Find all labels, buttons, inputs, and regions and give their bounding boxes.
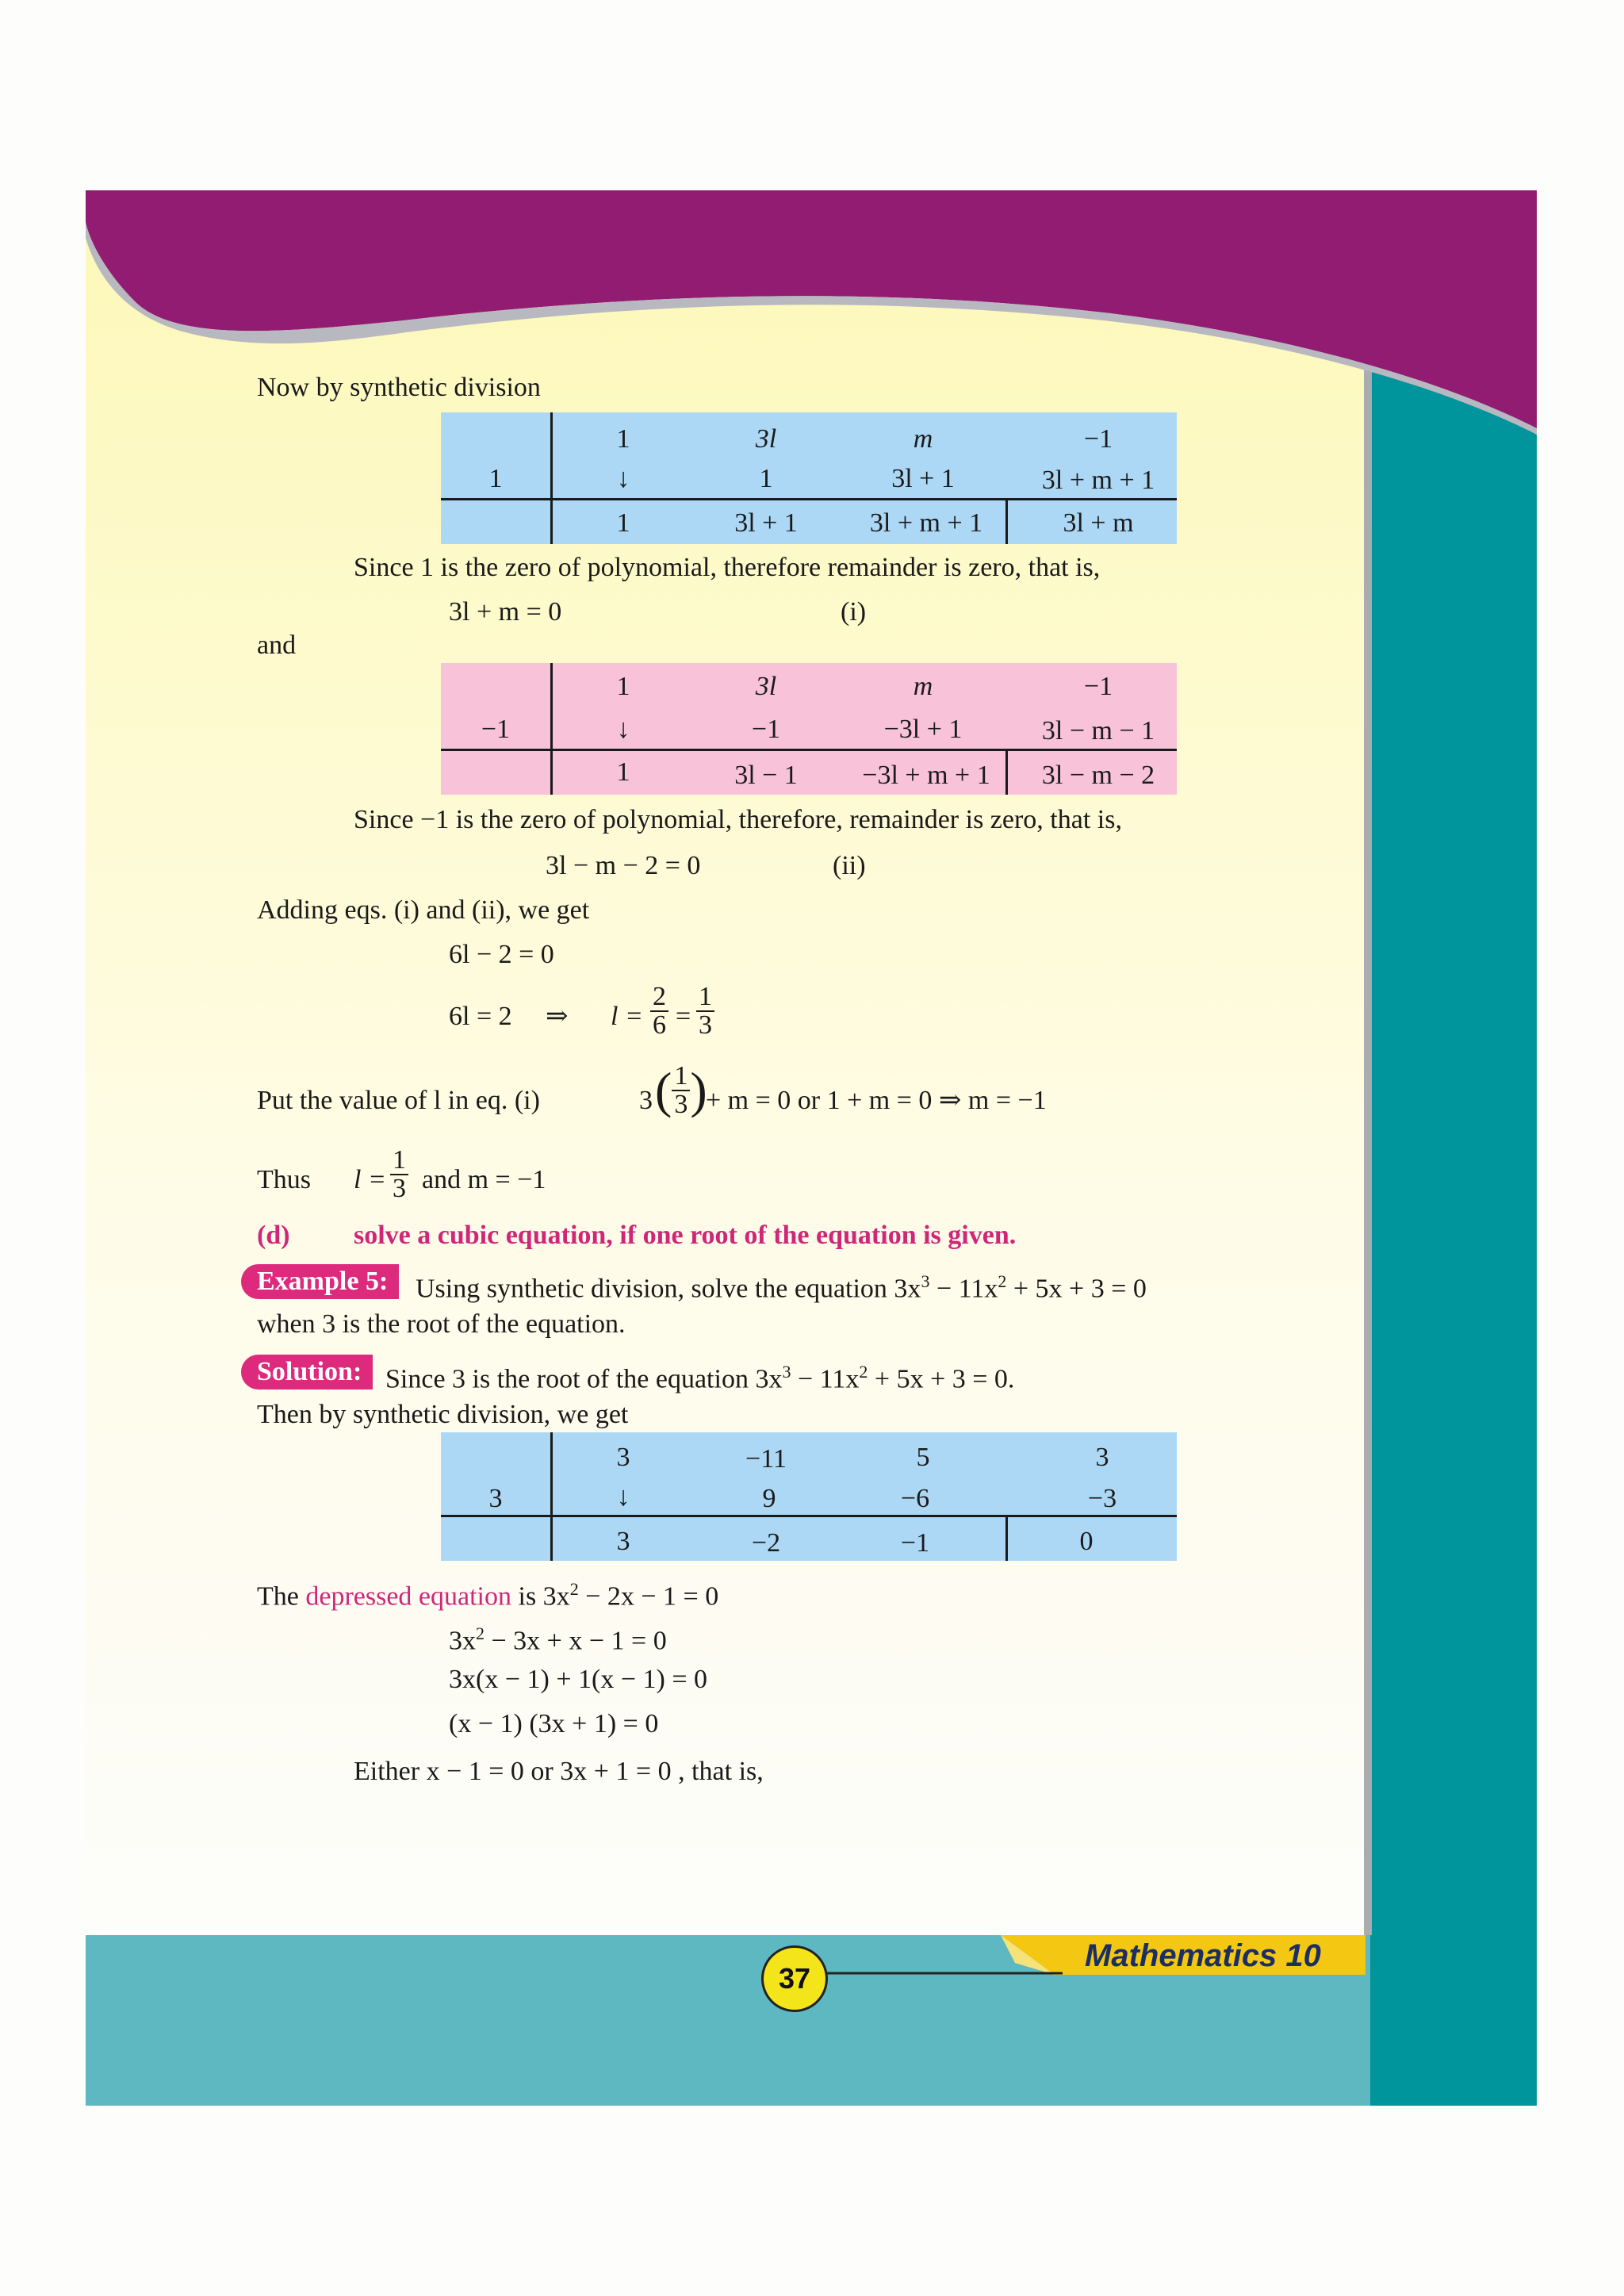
table1-r2c3: 3l + 1 — [891, 464, 955, 493]
example-text-c: + 5x + 3 = 0 — [1013, 1274, 1147, 1304]
table1-hline — [441, 498, 1177, 500]
table1-r2c2: 1 — [759, 464, 773, 493]
equation-2: 3l − m − 2 = 0 — [546, 851, 701, 880]
solution-label: Solution: — [241, 1355, 373, 1389]
equation-2-label: (ii) — [833, 851, 866, 880]
depressed-pre: The — [257, 1581, 299, 1612]
table1-r1c3: m — [913, 424, 933, 454]
table1-r1c1: 1 — [616, 424, 630, 454]
table3-vline — [550, 1432, 553, 1561]
step-2-equals: = — [676, 1002, 691, 1031]
table1-r3c3: 3l + m + 1 — [869, 508, 983, 538]
table2-r3c4: 3l − m − 2 — [1041, 761, 1155, 790]
table2-r3c1: 1 — [616, 757, 630, 787]
table3-r1c2: −11 — [745, 1444, 787, 1474]
table2-r1c1: 1 — [616, 672, 630, 701]
page-number-badge: 37 — [761, 1945, 828, 2012]
thus-fraction — [390, 1147, 408, 1202]
solution-text — [385, 1356, 1014, 1395]
frac-1-3-num: 1 — [696, 983, 714, 1012]
put-fraction-group — [655, 1063, 707, 1118]
table2-r3c2: 3l − 1 — [734, 761, 798, 790]
and-text: and — [257, 631, 297, 660]
section-title: solve a cubic equation, if one root of the equation is given. — [354, 1221, 1017, 1250]
synthetic-table-1 — [441, 412, 1177, 544]
put-coefficient: 3 — [639, 1086, 653, 1115]
solution-text-c: + 5x + 3 = 0. — [874, 1364, 1015, 1394]
fraction-2-6 — [650, 983, 668, 1039]
table3-r3c4: 0 — [1079, 1527, 1094, 1556]
table2-rem-line — [1005, 750, 1008, 795]
table1-r1c2: 3l — [755, 424, 777, 454]
synthetic-table-3 — [441, 1432, 1177, 1561]
table2-r2c2: −1 — [751, 715, 781, 744]
table1-r2c1: ↓ — [616, 464, 630, 493]
table3-r2c2: 9 — [762, 1484, 776, 1513]
frac-1-3-den: 3 — [699, 1010, 712, 1040]
side-grey-edge — [1364, 349, 1372, 1935]
table1-r3c4: 3l + m — [1063, 508, 1134, 538]
table2-r1c4: −1 — [1083, 672, 1113, 701]
intro-text: Now by synthetic division — [257, 373, 541, 402]
table3-r1c1: 3 — [616, 1443, 630, 1472]
solution-text-a: Since 3 is the root of the equation 3x — [385, 1364, 783, 1394]
step-2-l: l = — [611, 1002, 643, 1031]
step-2-left: 6l = 2 — [449, 1002, 512, 1031]
table2-divisor: −1 — [481, 715, 511, 744]
solve-step-1-b: − 3x + x − 1 = 0 — [491, 1626, 667, 1656]
table3-rem-line — [1005, 1516, 1008, 1561]
table3-r1c4: 3 — [1095, 1443, 1109, 1472]
side-teal-bar — [1370, 349, 1537, 2106]
table1-r3c2: 3l + 1 — [734, 508, 798, 538]
put-frac-num: 1 — [672, 1063, 690, 1091]
table1-r1c4: −1 — [1083, 424, 1113, 454]
table1-r3c1: 1 — [616, 508, 630, 538]
solve-step-1 — [449, 1618, 667, 1657]
depressed-tail: − 2x − 1 = 0 — [585, 1581, 719, 1612]
paragraph-1: Since 1 is the zero of polynomial, therefore remainder is zero, that is, — [354, 553, 1101, 582]
adding-text: Adding eqs. (i) and (ii), we get — [257, 895, 590, 925]
table1-divisor: 1 — [488, 464, 503, 493]
table1-rem-line — [1005, 500, 1008, 544]
depressed-sup2: 2 — [569, 1579, 579, 1599]
frac-2-6-num: 2 — [650, 983, 668, 1012]
fraction-1-3 — [696, 983, 714, 1039]
table2-r2c4: 3l − m − 1 — [1041, 716, 1155, 746]
table3-hline — [441, 1515, 1177, 1517]
table2-r3c3: −3l + m + 1 — [862, 761, 990, 790]
table1-vline — [550, 412, 553, 544]
thus-frac-num: 1 — [390, 1147, 408, 1175]
right-paren-glyph: ) — [690, 1062, 707, 1118]
thus-frac-den: 3 — [393, 1174, 406, 1203]
solve-step-2: 3x(x − 1) + 1(x − 1) = 0 — [449, 1665, 707, 1694]
table3-r1c3: 5 — [916, 1443, 930, 1472]
example-sup2: 2 — [998, 1271, 1007, 1291]
depressed-post: is 3x — [518, 1581, 570, 1612]
table3-r3c3: −1 — [900, 1528, 930, 1558]
example-text-a: Using synthetic division, solve the equation 3x — [416, 1274, 921, 1304]
table2-r2c1: ↓ — [616, 715, 630, 744]
example-text-b: − 11x — [936, 1274, 998, 1304]
either-line: Either x − 1 = 0 or 3x + 1 = 0 , that is, — [354, 1757, 764, 1786]
solve-step-1-a: 3x — [449, 1626, 476, 1656]
example-text — [416, 1266, 1147, 1305]
example-sup3: 3 — [921, 1271, 930, 1291]
equation-1-label: (i) — [841, 597, 867, 627]
step-1: 6l − 2 = 0 — [449, 940, 554, 969]
table1-r2c4: 3l + m + 1 — [1041, 466, 1155, 495]
depressed-line — [257, 1573, 718, 1612]
equation-1: 3l + m = 0 — [449, 597, 562, 627]
solution-sup3: 3 — [782, 1362, 791, 1382]
solution-sup2: 2 — [859, 1362, 868, 1382]
frac-2-6-den: 6 — [653, 1010, 666, 1040]
section-letter: (d) — [257, 1221, 290, 1250]
table2-r1c3: m — [913, 672, 933, 701]
paragraph-2: Since −1 is the zero of polynomial, therefore, remainder is zero, that is, — [354, 805, 1122, 834]
thus-rest: and m = −1 — [422, 1165, 546, 1194]
table3-r3c1: 3 — [616, 1527, 630, 1556]
table3-r2c4: −3 — [1087, 1484, 1117, 1513]
example-label: Example 5: — [241, 1264, 399, 1299]
synthetic-table-2 — [441, 663, 1177, 795]
step-2-arrow: ⇒ — [546, 1002, 569, 1031]
table3-r2c3: −6 — [900, 1484, 930, 1513]
book-title: Mathematics 10 — [1085, 1938, 1321, 1973]
left-paren-glyph: ( — [655, 1062, 672, 1118]
depressed-term: depressed equation — [305, 1581, 511, 1612]
table2-hline — [441, 749, 1177, 751]
put-frac-den: 3 — [674, 1090, 688, 1119]
solve-step-3: (x − 1) (3x + 1) = 0 — [449, 1709, 659, 1738]
put-rest: + m = 0 or 1 + m = 0 ⇒ m = −1 — [706, 1086, 1047, 1115]
table3-r3c2: −2 — [751, 1528, 781, 1558]
table3-divisor: 3 — [488, 1484, 503, 1513]
thus-l: l = — [354, 1165, 386, 1194]
table2-vline — [550, 663, 553, 795]
table2-r2c3: −3l + 1 — [883, 715, 963, 744]
table2-r1c2: 3l — [755, 672, 777, 701]
table3-r2c1: ↓ — [616, 1482, 630, 1512]
thus-text: Thus — [257, 1165, 311, 1194]
put-value-text: Put the value of l in eq. (i) — [257, 1086, 540, 1115]
solution-text-b: − 11x — [797, 1364, 860, 1394]
example-line-2: when 3 is the root of the equation. — [257, 1309, 626, 1339]
solve-step-1-sup: 2 — [476, 1623, 485, 1643]
then-text: Then by synthetic division, we get — [257, 1400, 629, 1429]
